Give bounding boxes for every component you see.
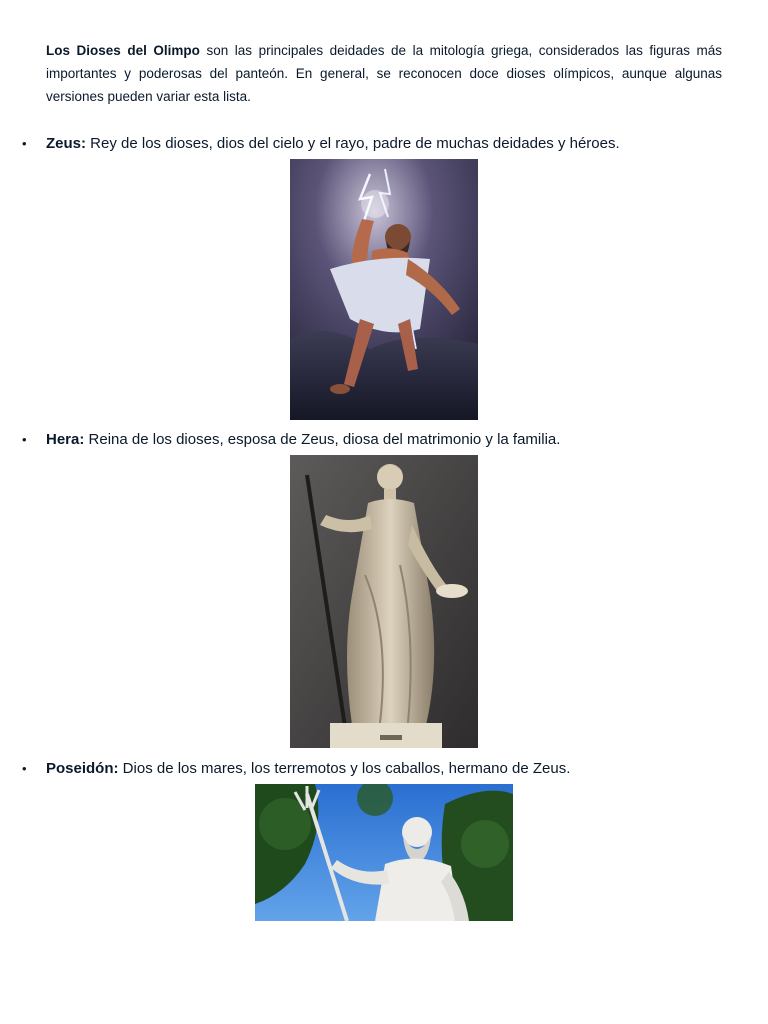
bullet: • [22, 136, 27, 151]
intro-text: son las principales deidades de la mitología griega, considerados las figuras más importantes y poderosas del panteón. En general, se reconocen doce dioses olímpicos, aunque algunas versiones pueden variar esta lista. [46, 43, 722, 104]
god-description-hera: Reina de los dioses, esposa de Zeus, diosa del matrimonio y la familia. [84, 431, 561, 448]
poseidon-image [255, 784, 513, 921]
bullet: • [22, 432, 27, 447]
bullet: • [22, 761, 27, 776]
god-description-zeus: Rey de los dioses, dios del cielo y el rayo, padre de muchas deidades y héroes. [86, 135, 620, 152]
intro-paragraph [46, 39, 722, 108]
god-name-zeus: Zeus: [46, 135, 87, 152]
intro-title: Los Dioses del Olimpo [46, 43, 200, 58]
god-name-hera: Hera: [46, 431, 85, 448]
hera-image [290, 455, 478, 748]
god-description-poseidon: Dios de los mares, los terremotos y los caballos, hermano de Zeus. [118, 760, 571, 777]
god-name-poseidon: Poseidón: [46, 760, 119, 777]
zeus-image [290, 159, 478, 420]
